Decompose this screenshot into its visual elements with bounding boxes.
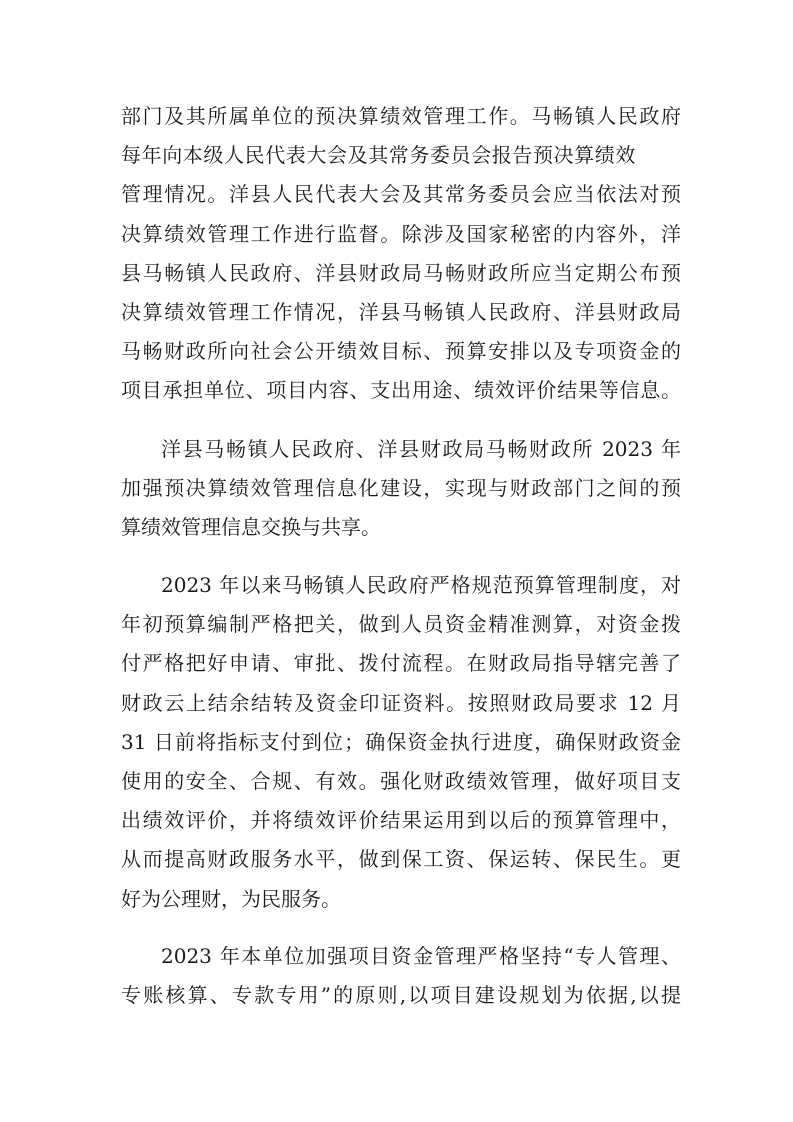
paragraph-1 [121,97,681,411]
paragraph-line: 每年向本级人民代表大会及其常务委员会报告预决算绩效 [121,143,636,168]
paragraph-line: 算绩效管理信息交换与共享。 [121,515,381,540]
paragraph-line: 从而提高财政服务水平，做到保工资、保运转、保民生。更 [121,847,681,872]
paragraph-line: 项目承担单位、项目内容、支出用途、绩效评价结果等信息。 [121,378,681,403]
paragraph-line: 加强预决算绩效管理信息化建设，实现与财政部门之间的预 [121,476,681,501]
paragraph-line: 马畅财政所向社会公开绩效目标、预算安排以及专项资金的 [121,339,681,364]
paragraph-line: 专账核算、专款专用”的原则,以项目建设规划为依据,以提 [121,983,681,1008]
paragraph-line: 部门及其所属单位的预决算绩效管理工作。马畅镇人民政府 [121,104,681,128]
paragraph-line: 使用的安全、合规、有效。强化财政绩效管理，做好项目支 [121,768,681,793]
paragraph-4 [121,937,681,1015]
paragraph-line: 出绩效评价，并将绩效评价结果运用到以后的预算管理中， [121,808,681,833]
paragraph-line: 管理情况。洋县人民代表大会及其常务委员会应当依法对预 [121,182,681,207]
paragraph-line: 县马畅镇人民政府、洋县财政局马畅财政所应当定期公布预 [121,260,681,285]
paragraph-line: 2023 年本单位加强项目资金管理严格坚持“专人管理、 [161,944,681,968]
paragraph-line: 决算绩效管理工作进行监督。除涉及国家秘密的内容外，洋 [121,221,681,246]
paragraph-line: 付严格把好申请、审批、拨付流程。在财政局指导辖完善了 [121,651,681,676]
paragraph-line: 洋县马畅镇人民政府、洋县财政局马畅财政所 2023 年 [161,437,681,461]
paragraph-3 [121,566,681,919]
paragraph-line: 年初预算编制严格把关，做到人员资金精准测算，对资金拨 [121,612,681,637]
paragraph-line: 好为公理财，为民服务。 [121,886,341,911]
paragraph-line: 财政云上结余结转及资金印证资料。按照财政局要求 12 月 [121,690,681,715]
paragraph-line: 2023 年以来马畅镇人民政府严格规范预算管理制度，对 [161,573,681,597]
paragraph-2 [121,430,681,548]
paragraph-line: 31 日前将指标支付到位；确保资金执行进度，确保财政资金 [121,729,681,754]
paragraph-line: 决算绩效管理工作情况，洋县马畅镇人民政府、洋县财政局 [121,299,681,324]
